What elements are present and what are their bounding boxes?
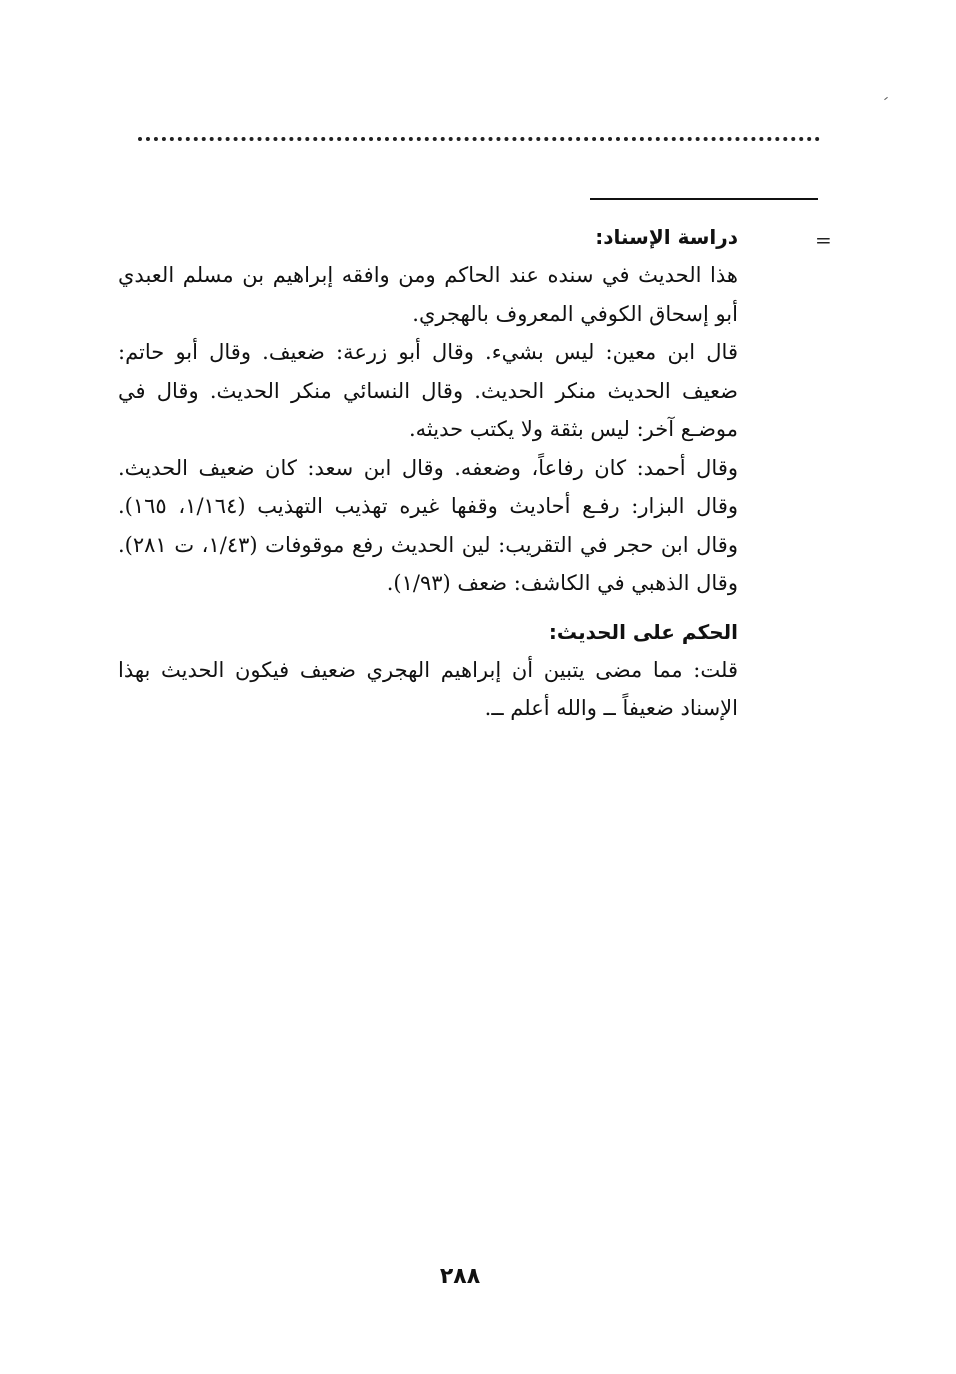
isnad-line: موضـع آخر: ليس بثقة ولا يكتب حديثه. xyxy=(409,417,738,441)
isnad-line: ضعيف الحديث منكر الحديث. وقال النسائي منكر الحديث. وقال في xyxy=(118,378,738,403)
scan-speck xyxy=(884,97,888,100)
isnad-line: وقال ابن حجر في التقريب: لين الحديث رفع موقوفات (١/٤٣، ت ٢٨١). xyxy=(118,532,738,557)
isnad-line: وقال أحمد: كان رفاعاً، وضعفه. وقال ابن سعد: كان ضعيف الحديث. xyxy=(118,455,738,480)
main-text xyxy=(118,218,738,728)
section-rule xyxy=(590,198,818,200)
ruling-line: الإسناد ضعيفاً ــ والله أعلم ــ. xyxy=(484,696,738,720)
dotted-separator xyxy=(138,137,820,141)
isnad-line: وقال البزار: رفـع أحاديث وقفها غيره تهذيب التهذيب (١/١٦٤، ١٦٥). xyxy=(118,494,738,518)
isnad-line: قال ابن معين: ليس بشيء. وقال أبو زرعة: ضعيف. وقال أبو حاتم: xyxy=(118,340,738,364)
isnad-paragraph xyxy=(118,256,738,603)
continuation-mark: = xyxy=(815,228,832,252)
isnad-line: أبو إسحاق الكوفي المعروف بالهجري. xyxy=(412,301,738,326)
ruling-line: قلت: مما مضى يتبين أن إبراهيم الهجري ضعيف فيكون الحديث بهذا xyxy=(118,657,738,682)
ruling-heading: الحكم على الحديث: xyxy=(548,619,738,644)
ruling-paragraph xyxy=(118,651,738,728)
isnad-line: وقال الذهبي في الكاشف: ضعف (١/٩٣). xyxy=(386,571,738,595)
section-gap xyxy=(118,603,738,613)
isnad-heading: دراسة الإسناد: xyxy=(595,225,738,249)
page-number: ٢٨٨ xyxy=(439,1264,481,1289)
isnad-line: هذا الحديث في سنده عند الحاكم ومن وافقه إبراهيم بن مسلم العبدي xyxy=(118,263,738,287)
